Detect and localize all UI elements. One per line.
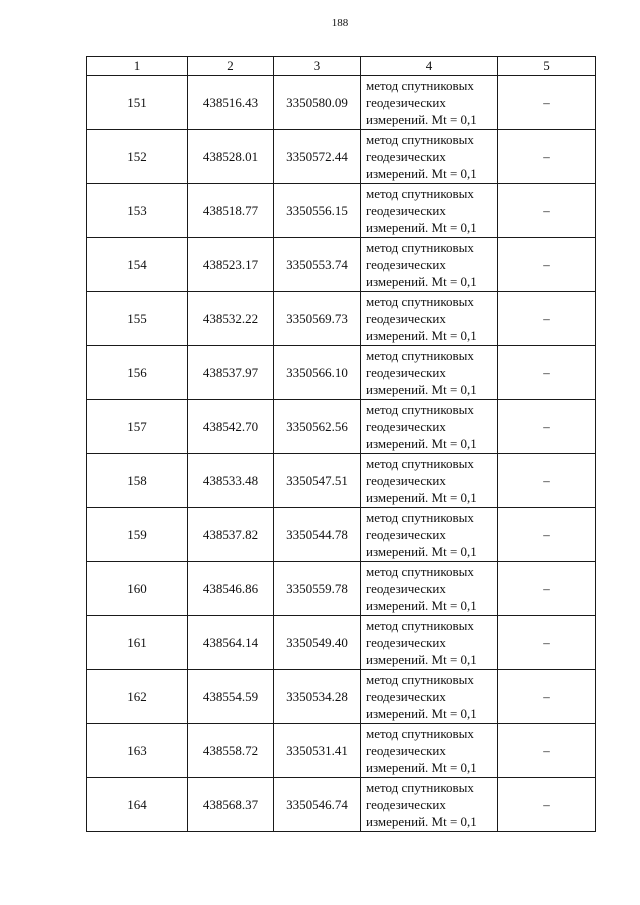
method-line: геодезических — [366, 581, 446, 596]
point-number-cell: 159 — [87, 508, 188, 562]
method-line: геодезических — [366, 473, 446, 488]
method-line: геодезических — [366, 419, 446, 434]
y-coordinate-cell: 3350569.73 — [274, 292, 361, 346]
method-line: метод спутниковых — [366, 132, 474, 147]
method-line: метод спутниковых — [366, 456, 474, 471]
method-line: метод спутниковых — [366, 780, 474, 795]
x-coordinate-cell: 438554.59 — [188, 670, 274, 724]
table-row — [87, 238, 596, 292]
table-row — [87, 778, 596, 832]
method-line: метод спутниковых — [366, 726, 474, 741]
method-cell — [361, 400, 498, 454]
column-header-5: 5 — [498, 57, 596, 76]
x-coordinate-cell: 438518.77 — [188, 184, 274, 238]
table-row — [87, 562, 596, 616]
method-line: метод спутниковых — [366, 618, 474, 633]
method-line: измерений. Mt = 0,1 — [366, 382, 477, 397]
y-coordinate-cell: 3350531.41 — [274, 724, 361, 778]
x-coordinate-cell: 438558.72 — [188, 724, 274, 778]
method-cell — [361, 670, 498, 724]
method-line: метод спутниковых — [366, 294, 474, 309]
method-line: геодезических — [366, 365, 446, 380]
method-line: измерений. Mt = 0,1 — [366, 760, 477, 775]
method-cell — [361, 238, 498, 292]
point-number-cell: 158 — [87, 454, 188, 508]
method-line: геодезических — [366, 257, 446, 272]
method-cell — [361, 562, 498, 616]
note-cell: – — [498, 670, 596, 724]
x-coordinate-cell: 438516.43 — [188, 76, 274, 130]
x-coordinate-cell: 438568.37 — [188, 778, 274, 832]
x-coordinate-cell: 438537.97 — [188, 346, 274, 400]
point-number-cell: 161 — [87, 616, 188, 670]
point-number-cell: 155 — [87, 292, 188, 346]
table-row — [87, 724, 596, 778]
coordinates-table — [86, 56, 596, 832]
method-line: геодезических — [366, 635, 446, 650]
point-number-cell: 160 — [87, 562, 188, 616]
note-cell: – — [498, 238, 596, 292]
note-cell: – — [498, 130, 596, 184]
method-line: метод спутниковых — [366, 348, 474, 363]
method-line: измерений. Mt = 0,1 — [366, 544, 477, 559]
note-cell: – — [498, 454, 596, 508]
method-line: измерений. Mt = 0,1 — [366, 598, 477, 613]
method-cell — [361, 130, 498, 184]
note-cell: – — [498, 292, 596, 346]
method-line: метод спутниковых — [366, 240, 474, 255]
method-line: метод спутниковых — [366, 510, 474, 525]
method-cell — [361, 346, 498, 400]
point-number-cell: 153 — [87, 184, 188, 238]
note-cell: – — [498, 400, 596, 454]
x-coordinate-cell: 438537.82 — [188, 508, 274, 562]
point-number-cell: 162 — [87, 670, 188, 724]
y-coordinate-cell: 3350546.74 — [274, 778, 361, 832]
method-line: геодезических — [366, 149, 446, 164]
method-cell — [361, 292, 498, 346]
note-cell: – — [498, 778, 596, 832]
method-line: измерений. Mt = 0,1 — [366, 166, 477, 181]
column-header-3: 3 — [274, 57, 361, 76]
method-cell — [361, 508, 498, 562]
table-row — [87, 76, 596, 130]
x-coordinate-cell: 438564.14 — [188, 616, 274, 670]
method-cell — [361, 724, 498, 778]
column-header-4: 4 — [361, 57, 498, 76]
point-number-cell: 152 — [87, 130, 188, 184]
table-row — [87, 454, 596, 508]
method-line: измерений. Mt = 0,1 — [366, 490, 477, 505]
x-coordinate-cell: 438528.01 — [188, 130, 274, 184]
column-header-2: 2 — [188, 57, 274, 76]
point-number-cell: 154 — [87, 238, 188, 292]
table-header-row — [87, 57, 596, 76]
table-row — [87, 616, 596, 670]
method-line: геодезических — [366, 797, 446, 812]
point-number-cell: 164 — [87, 778, 188, 832]
y-coordinate-cell: 3350547.51 — [274, 454, 361, 508]
method-line: измерений. Mt = 0,1 — [366, 652, 477, 667]
method-line: метод спутниковых — [366, 402, 474, 417]
table-row — [87, 508, 596, 562]
method-cell — [361, 616, 498, 670]
table-row — [87, 400, 596, 454]
table-body — [87, 76, 596, 832]
y-coordinate-cell: 3350580.09 — [274, 76, 361, 130]
table-row — [87, 184, 596, 238]
method-cell — [361, 76, 498, 130]
method-line: метод спутниковых — [366, 672, 474, 687]
method-line: измерений. Mt = 0,1 — [366, 112, 477, 127]
method-line: геодезических — [366, 527, 446, 542]
y-coordinate-cell: 3350549.40 — [274, 616, 361, 670]
x-coordinate-cell: 438523.17 — [188, 238, 274, 292]
y-coordinate-cell: 3350559.78 — [274, 562, 361, 616]
table-row — [87, 130, 596, 184]
y-coordinate-cell: 3350534.28 — [274, 670, 361, 724]
method-line: метод спутниковых — [366, 186, 474, 201]
note-cell: – — [498, 184, 596, 238]
point-number-cell: 163 — [87, 724, 188, 778]
column-header-1: 1 — [87, 57, 188, 76]
method-line: измерений. Mt = 0,1 — [366, 328, 477, 343]
method-line: измерений. Mt = 0,1 — [366, 706, 477, 721]
y-coordinate-cell: 3350572.44 — [274, 130, 361, 184]
table-row — [87, 670, 596, 724]
point-number-cell: 156 — [87, 346, 188, 400]
y-coordinate-cell: 3350553.74 — [274, 238, 361, 292]
note-cell: – — [498, 616, 596, 670]
method-line: измерений. Mt = 0,1 — [366, 814, 477, 829]
method-line: измерений. Mt = 0,1 — [366, 436, 477, 451]
method-line: измерений. Mt = 0,1 — [366, 220, 477, 235]
method-line: измерений. Mt = 0,1 — [366, 274, 477, 289]
method-line: геодезических — [366, 743, 446, 758]
point-number-cell: 157 — [87, 400, 188, 454]
method-cell — [361, 184, 498, 238]
method-line: геодезических — [366, 311, 446, 326]
point-number-cell: 151 — [87, 76, 188, 130]
y-coordinate-cell: 3350566.10 — [274, 346, 361, 400]
table-row — [87, 346, 596, 400]
y-coordinate-cell: 3350556.15 — [274, 184, 361, 238]
note-cell: – — [498, 508, 596, 562]
note-cell: – — [498, 724, 596, 778]
method-line: метод спутниковых — [366, 78, 474, 93]
method-line: метод спутниковых — [366, 564, 474, 579]
table-row — [87, 292, 596, 346]
x-coordinate-cell: 438533.48 — [188, 454, 274, 508]
y-coordinate-cell: 3350544.78 — [274, 508, 361, 562]
note-cell: – — [498, 76, 596, 130]
note-cell: – — [498, 346, 596, 400]
method-cell — [361, 778, 498, 832]
x-coordinate-cell: 438542.70 — [188, 400, 274, 454]
method-line: геодезических — [366, 95, 446, 110]
page-number: 188 — [331, 17, 349, 29]
x-coordinate-cell: 438546.86 — [188, 562, 274, 616]
method-cell — [361, 454, 498, 508]
note-cell: – — [498, 562, 596, 616]
method-line: геодезических — [366, 689, 446, 704]
x-coordinate-cell: 438532.22 — [188, 292, 274, 346]
method-line: геодезических — [366, 203, 446, 218]
y-coordinate-cell: 3350562.56 — [274, 400, 361, 454]
